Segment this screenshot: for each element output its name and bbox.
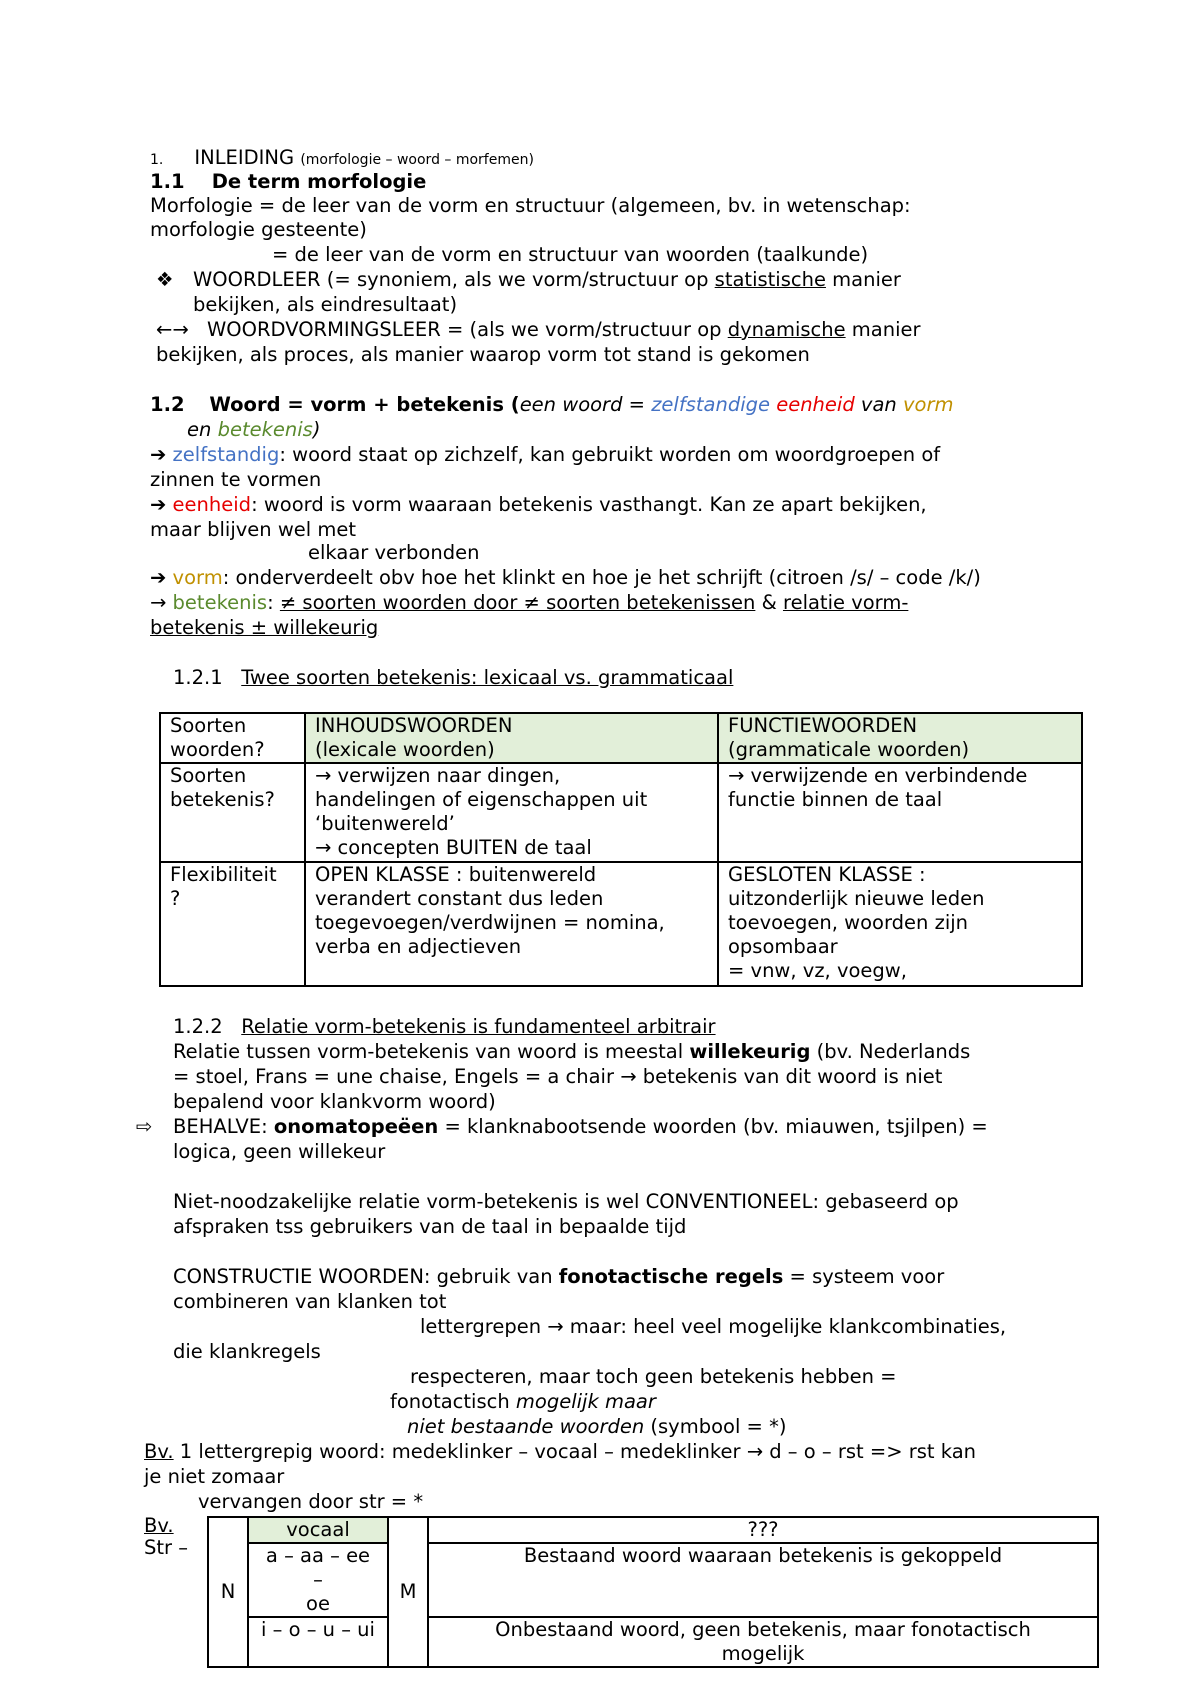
rel-line-15: Bv. 1 lettergrepig woord: medeklinker – vocaal – medeklinker → d – o – rst => rst kan [144, 1440, 977, 1463]
table-cell: → verwijzen naar dingen, handelingen of eigenschappen uit ‘buitenwereld’ → concepten BUITEN de taal [305, 763, 718, 862]
table-cell: OPEN KLASSE : buitenwereld verandert constant dus leden toegevoegen/verdwijnen = nomina, verba en adjectieven [305, 862, 718, 986]
rel-line-13: fonotactisch mogelijk maar [390, 1390, 656, 1413]
table-cell: Soorten betekenis? [160, 763, 305, 862]
section-1-2-heading-cont: en betekenis) [187, 418, 321, 441]
table-cell: Onbestaand woord, geen betekenis, maar fonotactisch mogelijk [428, 1617, 1098, 1667]
section-subtitle: (morfologie – woord – morfemen) [300, 152, 534, 168]
section-1-heading [150, 146, 534, 172]
item-betekenis: → betekenis: ≠ soorten woorden door ≠ soorten betekenissen & relatie vorm- [150, 591, 909, 614]
rel-line-10: lettergrepen → maar: heel veel mogelijke klankcombinaties, [420, 1315, 1007, 1338]
hollow-arrow-icon: ⇨ [136, 1115, 153, 1138]
woordleer-line-1: WOORDLEER (= synoniem, als we vorm/structuur op statistische manier [193, 268, 901, 291]
table-row [208, 1617, 1098, 1667]
table-cell: → verwijzende en verbindende functie binnen de taal [718, 763, 1082, 862]
rel-line-1: Relatie tussen vorm-betekenis van woord is meestal willekeurig (bv. Nederlands [173, 1040, 971, 1063]
section-1-1-heading: 1.1 De term morfologie [150, 170, 427, 193]
table-cell: M [388, 1517, 428, 1667]
rel-line-3: bepalend voor klankvorm woord) [173, 1090, 496, 1113]
arrow-icon: → [150, 591, 173, 614]
rel-line-9: combineren van klanken tot [173, 1290, 447, 1313]
table-cell: Soorten woorden? [160, 713, 305, 763]
rel-line-14: niet bestaande woorden (symbool = *) [407, 1415, 787, 1438]
woordvorming-line-1: WOORDVORMINGSLEER = (als we vorm/structuur op dynamische manier [207, 318, 921, 341]
section-number: 1. [150, 152, 164, 168]
table-cell: INHOUDSWOORDEN (lexicale woorden) [305, 713, 718, 763]
table-cell: a – aa – ee – oe [248, 1543, 388, 1617]
morf-line-1: Morfologie = de leer van de vorm en structuur (algemeen, bv. in wetenschap: [150, 194, 911, 217]
item-zelfstandig: ➔ zelfstandig: woord staat op zichzelf, kan gebruikt worden om woordgroepen of [150, 443, 941, 466]
rel-line-11: die klankregels [173, 1340, 321, 1363]
table-cell: ??? [428, 1517, 1098, 1543]
arrow-icon: ➔ [150, 566, 173, 589]
woordleer-line-2: bekijken, als eindresultaat) [193, 293, 458, 316]
section-title: INLEIDING [194, 146, 295, 169]
rel-line-2: = stoel, Frans = une chaise, Engels = a chair → betekenis van dit woord is niet [173, 1065, 943, 1088]
item-eenheid-cont2: elkaar verbonden [308, 541, 480, 564]
item-betekenis-cont: betekenis ± willekeurig [150, 616, 379, 639]
table-cell: FUNCTIEWOORDEN (grammaticale woorden) [718, 713, 1082, 763]
table-row [160, 763, 1082, 862]
item-zelfstandig-cont: zinnen te vormen [150, 468, 322, 491]
rel-line-4: BEHALVE: onomatopeëen = klanknabootsende woorden (bv. miauwen, tsjilpen) = [173, 1115, 988, 1138]
section-1-2-2-heading: 1.2.2 Relatie vorm-betekenis is fundamenteel arbitrair [173, 1015, 716, 1038]
table-cell: GESLOTEN KLASSE : uitzonderlijk nieuwe leden toevoegen, woorden zijn opsombaar = vnw, vz, voegw, [718, 862, 1082, 986]
arrow-icon: ➔ [150, 443, 173, 466]
table-row [160, 862, 1082, 986]
morf-line-2: morfologie gesteente) [150, 218, 367, 241]
table-row [160, 713, 1082, 763]
item-eenheid-cont: maar blijven wel met [150, 518, 357, 541]
item-eenheid: ➔ eenheid: woord is vorm waaraan betekenis vasthangt. Kan ze apart bekijken, [150, 493, 927, 516]
table-cell: vocaal [248, 1517, 388, 1543]
table-cell: Flexibiliteit ? [160, 862, 305, 986]
bullet-diamond-icon: ❖ [156, 268, 174, 291]
rel-line-16: je niet zomaar [144, 1465, 285, 1488]
bv-label: Bv. [144, 1514, 174, 1537]
arrow-icon: ➔ [150, 493, 173, 516]
rel-line-12: respecteren, maar toch geen betekenis hebben = [410, 1365, 897, 1388]
klank-table [207, 1516, 1099, 1668]
section-1-2-heading: 1.2 Woord = vorm + betekenis (een woord = zelfstandige eenheid van vorm [150, 393, 954, 416]
table-row [208, 1543, 1098, 1617]
section-1-2-1-heading: 1.2.1 Twee soorten betekenis: lexicaal vs. grammaticaal [173, 666, 734, 689]
rel-line-6: Niet-noodzakelijke relatie vorm-betekenis is wel CONVENTIONEEL: gebaseerd op [173, 1190, 959, 1213]
morf-line-3: = de leer van de vorm en structuur van woorden (taalkunde) [272, 243, 869, 266]
item-vorm: ➔ vorm: onderverdeelt obv hoe het klinkt en hoe je het schrijft (citroen /s/ – code /k/) [150, 566, 981, 589]
str-label: Str – [144, 1536, 188, 1559]
woord-soorten-table [159, 712, 1083, 987]
table-row [208, 1517, 1098, 1543]
rel-line-8: CONSTRUCTIE WOORDEN: gebruik van fonotactische regels = systeem voor [173, 1265, 945, 1288]
rel-line-5: logica, geen willekeur [173, 1140, 386, 1163]
table-cell: N [208, 1517, 248, 1667]
rel-line-17: vervangen door str = * [198, 1490, 424, 1513]
table-cell: i – o – u – ui [248, 1617, 388, 1667]
double-arrow-icon: ←→ [156, 318, 189, 341]
table-cell: Bestaand woord waaraan betekenis is gekoppeld [428, 1543, 1098, 1617]
woordvorming-line-2: bekijken, als proces, als manier waarop vorm tot stand is gekomen [156, 343, 810, 366]
rel-line-7: afspraken tss gebruikers van de taal in bepaalde tijd [173, 1215, 687, 1238]
